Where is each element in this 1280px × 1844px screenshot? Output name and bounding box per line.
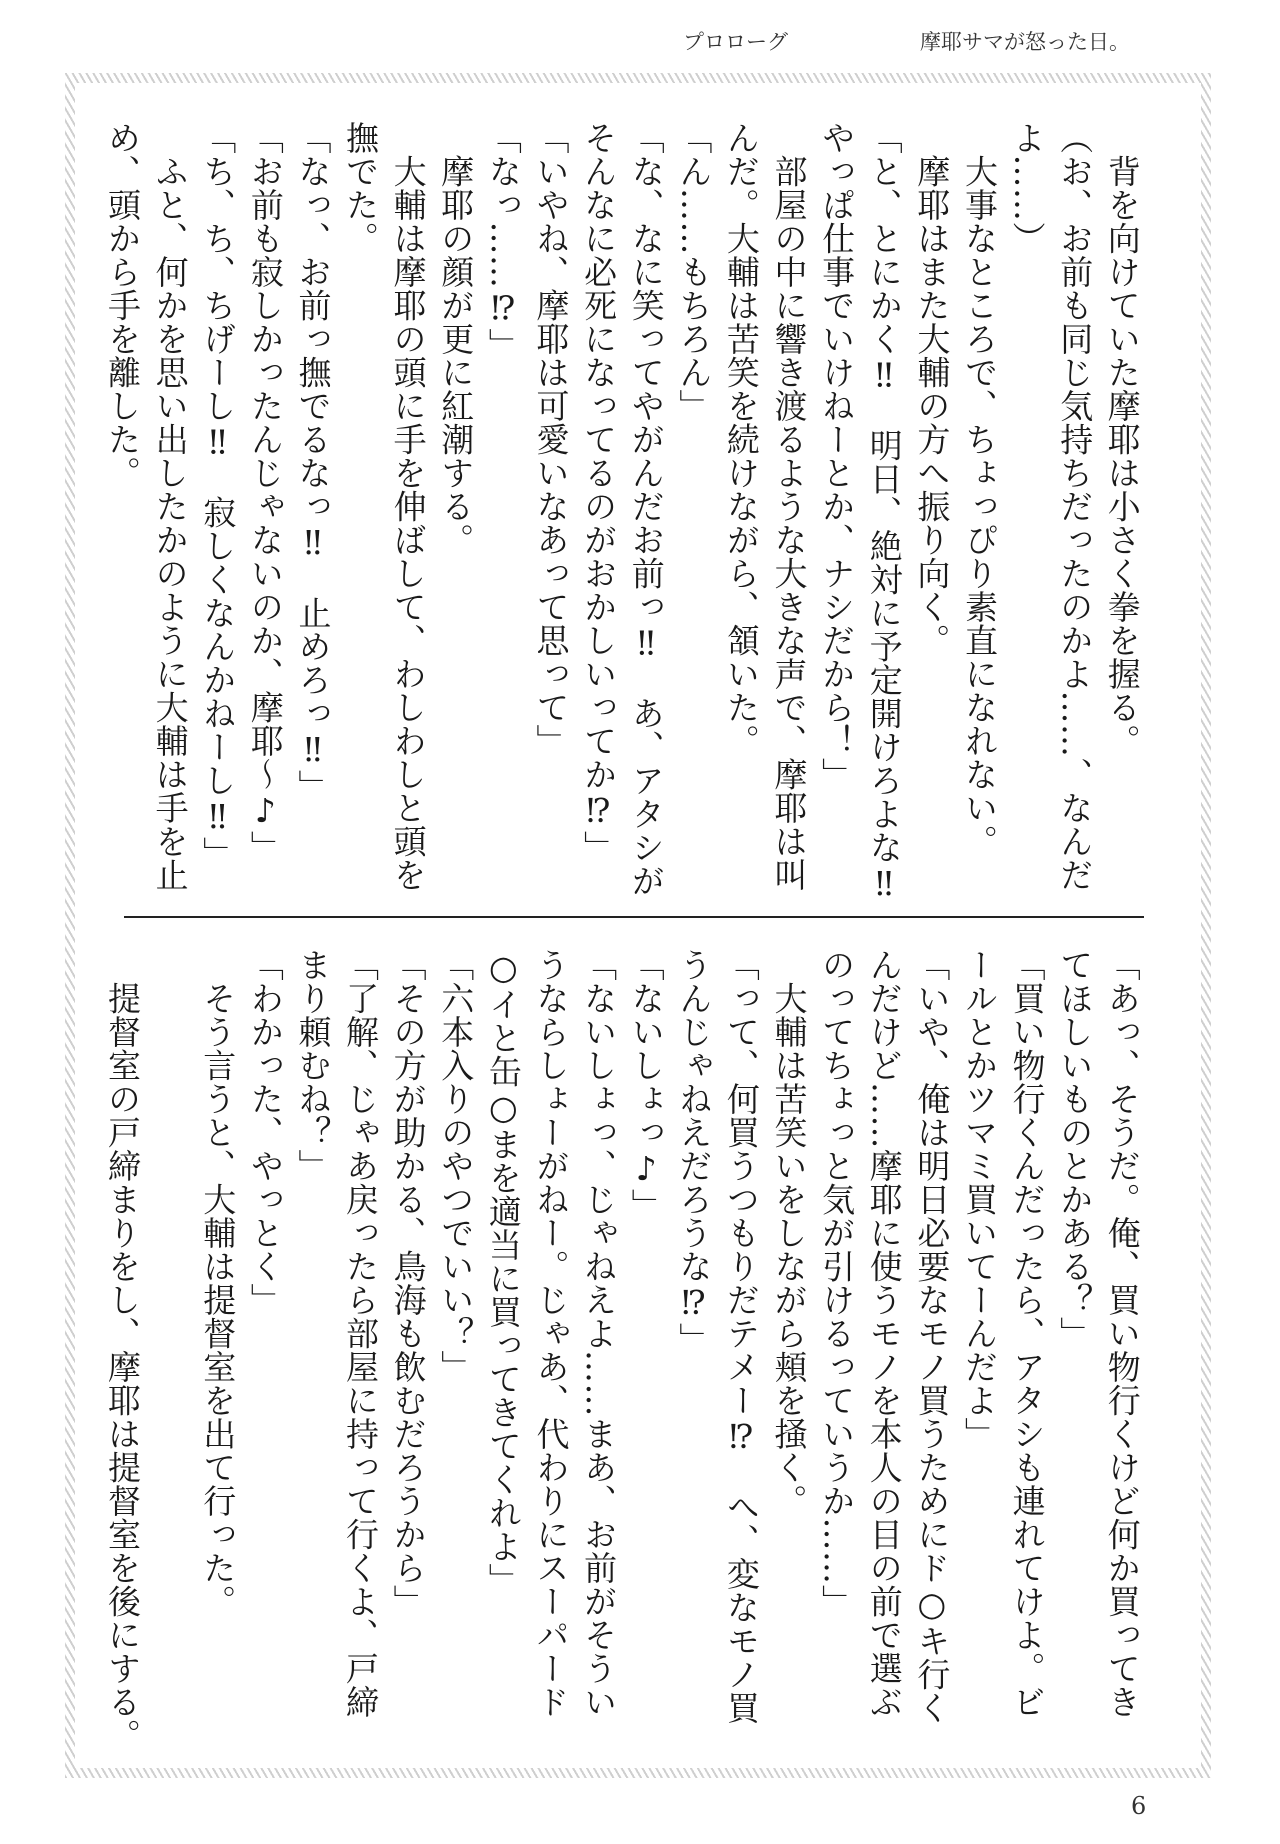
text-column: 大輔は摩耶の頭に手を伸ばして、わしわしと頭を xyxy=(388,121,428,892)
text-column: うならしょーがねー。じゃあ、代わりにスーパード xyxy=(531,948,571,1719)
text-column: そう言うと、大輔は提督室を出て行った。 xyxy=(198,948,238,1618)
text-column: 「なっ……⁉」 xyxy=(483,121,523,362)
text-column: んだ。大輔は苦笑を続けながら、頷いた。 xyxy=(721,121,761,758)
text-column: やっぱ仕事でいけねーとか、ナシだから！」 xyxy=(817,121,857,791)
text-column: 「ん……もちろん」 xyxy=(674,121,714,423)
text-column: 大事なところで、ちょっぴり素直になれない。 xyxy=(959,121,999,858)
text-column: 大輔は苦笑いをしながら頬を掻く。 xyxy=(769,948,809,1518)
text-column: そんなに必死になってるのがおかしいってか⁉」 xyxy=(579,121,619,864)
section-divider xyxy=(124,916,1144,918)
text-column: 「お前も寂しかったんじゃないのか、摩耶〜♪」 xyxy=(245,121,285,864)
text-column: 「いやね、摩耶は可愛いなあって思って」 xyxy=(531,121,571,758)
text-column: 部屋の中に響き渡るような大きな声で、摩耶は叫 xyxy=(769,121,809,892)
text-column: てほしいものとかある？」 xyxy=(1055,948,1095,1350)
text-column: 「その方が助かる、鳥海も飲むだろうから」 xyxy=(388,948,428,1618)
text-column: 撫でた。 xyxy=(341,121,381,255)
text-column: 「わかった、やっとく」 xyxy=(245,948,285,1317)
text-column: 「ないしょっ♪」 xyxy=(626,948,666,1222)
text-column: まり頼むね？」 xyxy=(293,948,333,1183)
page-number: 6 xyxy=(1131,1792,1147,1820)
lower-text-block xyxy=(100,948,1144,1752)
text-column: 背を向けていた摩耶は小さく拳を握る。 xyxy=(1102,121,1142,758)
text-column: のってちょっと気が引けるっていうか……」 xyxy=(817,948,857,1618)
text-column: ールとかツマミ買いてーんだよ」 xyxy=(959,948,999,1451)
text-column: 「って、何買うつもりだテメー⁉ へ、変なモノ買 xyxy=(721,948,761,1725)
text-column: よ……） xyxy=(1007,121,1047,255)
text-column: 「あっ、そうだ。俺、買い物行くけど何か買ってき xyxy=(1102,948,1142,1719)
text-column: 「いや、俺は明日必要なモノ買うためにド○キ行く xyxy=(912,948,952,1725)
running-header-title: 摩耶サマが怒った日。 xyxy=(920,30,1130,54)
text-column xyxy=(148,948,192,1748)
text-column: 「ち、ち、ちげーし‼ 寂しくなんかねーし‼」 xyxy=(198,121,238,870)
text-column: め、頭から手を離した。 xyxy=(103,121,142,490)
text-column: 「買い物行くんだったら、アタシも連れてけよ。ビ xyxy=(1007,948,1047,1719)
text-column: 「と、とにかく‼ 明日、絶対に予定開けろよな‼ xyxy=(864,121,904,904)
text-column: 「ないしょっ、じゃねえよ……まあ、お前がそうい xyxy=(579,948,619,1719)
text-column: んだけど……摩耶に使うモノを本人の目の前で選ぶ xyxy=(864,948,904,1719)
text-column: 「六本入りのやつでいい？」 xyxy=(436,948,476,1384)
text-column: 摩耶の顔が更に紅潮する。 xyxy=(436,121,476,557)
text-column: 「な、なに笑ってやがんだお前っ‼ あ、アタシが xyxy=(626,121,666,898)
text-column: うんじゃねえだろうな⁉」 xyxy=(674,948,714,1356)
running-header-section: プロローグ xyxy=(683,30,788,54)
text-column: 「なっ、お前っ撫でるなっ‼ 止めろっ‼」 xyxy=(293,121,333,803)
text-column: ○イと缶○まを適当に買ってきてくれよ」 xyxy=(483,948,523,1597)
text-column: 「了解、じゃあ戻ったら部屋に持って行くよ、戸締 xyxy=(341,948,381,1719)
text-column: 提督室の戸締まりをし、摩耶は提督室を後にする。 xyxy=(103,948,142,1752)
text-column: ふと、何かを思い出したかのように大輔は手を止 xyxy=(150,121,190,892)
upper-text-block xyxy=(100,121,1144,904)
text-column: （お、お前も同じ気持ちだったのかよ……、なんだ xyxy=(1055,121,1095,892)
text-column: 摩耶はまた大輔の方へ振り向く。 xyxy=(912,121,952,657)
